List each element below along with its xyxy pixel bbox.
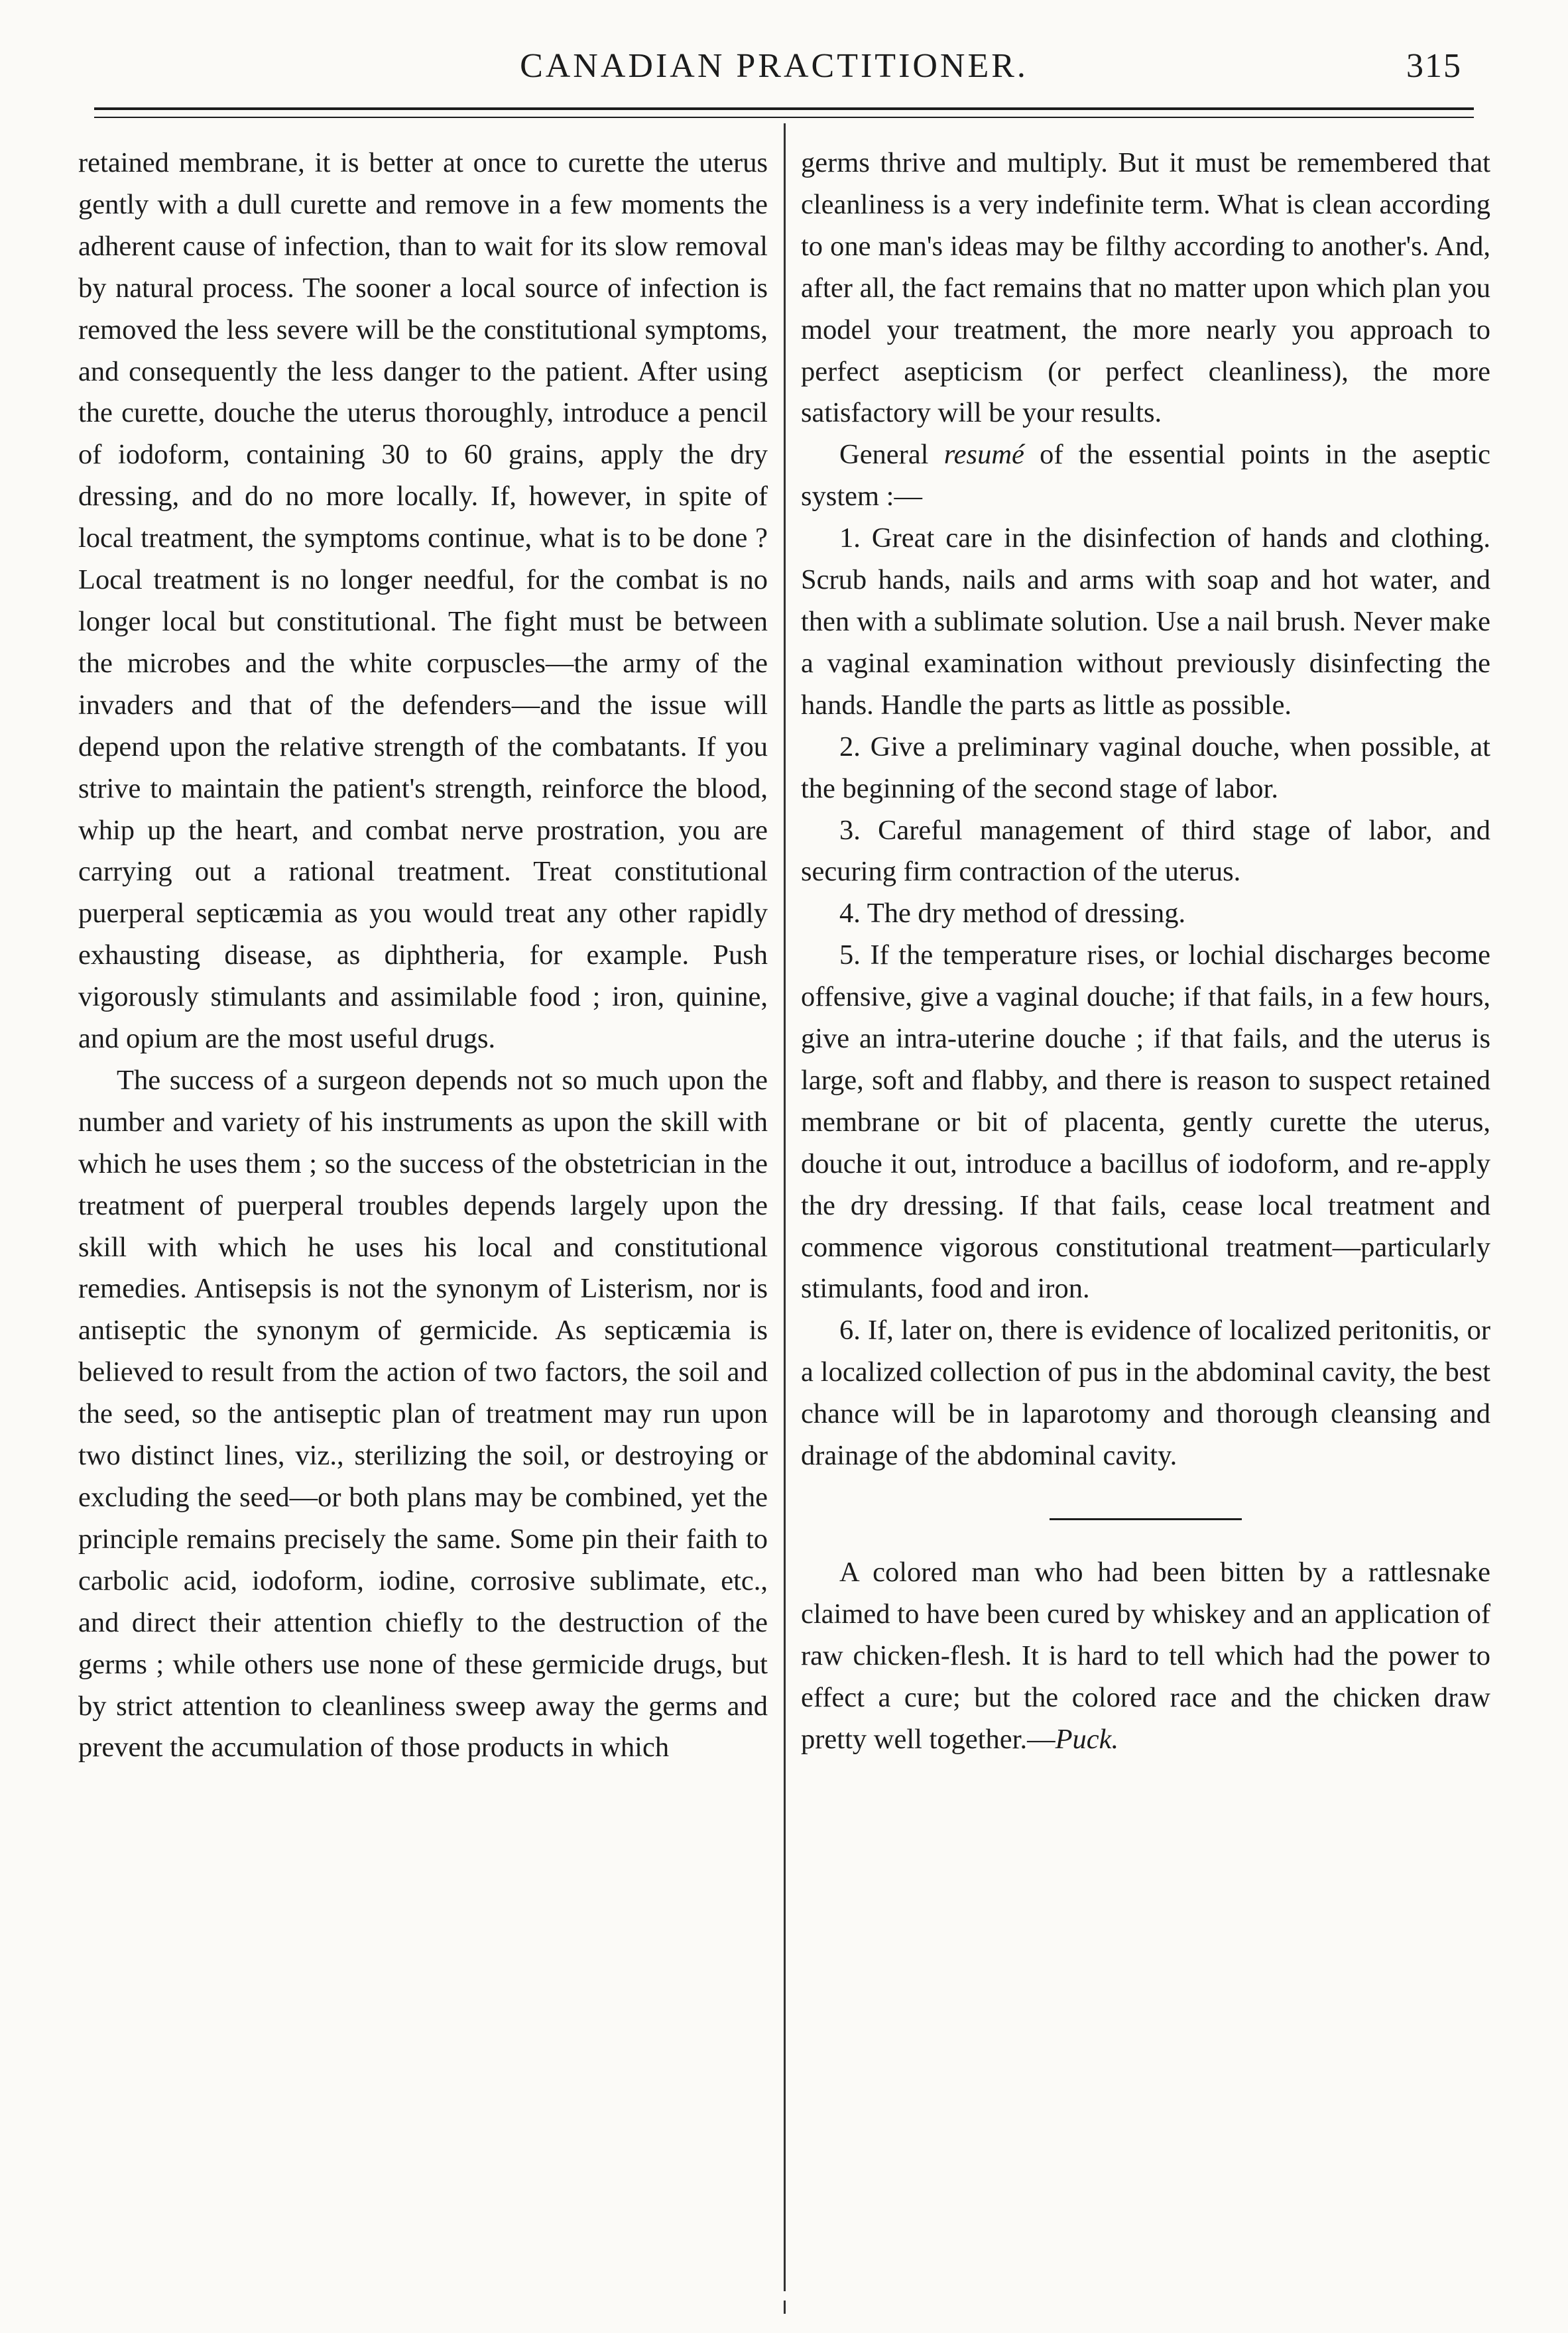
list-item-5: 5. If the temperature rises, or lochial discharges become offensive, give a vaginal douche; if that fails, in a few hours, give an intra-uterine douche ; if that fails, and the uterus is large, soft and flabby, and there is reason to suspect retained membrane or bit of placenta, gently curette the uterus, douche it out, introduce a bacillus of iodoform, and re-apply the dry dressing. If that fails, cease local treatment and commence vigorous constitutional treatment—particularly stimulants, food and iron.: [801, 939, 1490, 1305]
anecdote-source: Puck.: [1055, 1723, 1119, 1755]
resume-intro-before: General: [839, 439, 944, 471]
right-column: [801, 143, 1490, 1761]
column-divider-end: [784, 2301, 786, 2314]
right-paragraph-1: germs thrive and multiply. But it must be remembered that cleanliness is a very indefinite term. What is clean according to one man's ideas may be filthy according to another's. And, after all, the fact remains that no matter upon which plan you model your treatment, the more nearly you approach to perfect asepticism (or perfect cleanliness), the more satisfactory will be your results.: [801, 147, 1490, 429]
resume-word: resumé: [943, 439, 1024, 471]
anecdote-paragraph: [801, 1552, 1490, 1761]
list-item-4: 4. The dry method of dressing.: [839, 898, 1186, 929]
header-rule-thin: [94, 117, 1474, 118]
page-number: 315: [1406, 47, 1462, 85]
left-paragraph-1: retained membrane, it is better at once to curette the uterus gently with a dull curette and remove in a few moments the adherent cause of infection, than to wait for its slow removal by natural process. The sooner a local source of infection is removed the less severe will be the constitutional symptoms, and consequently the less danger to the patient. After using the curette, douche the uterus thoroughly, introduce a pencil of iodoform, containing 30 to 60 grains, apply the dry dressing, and do no more locally. If, however, in spite of local treatment, the symptoms continue, what is to be done ? Local treatment is no longer needful, for the combat is no longer local but constitutional. The fight must be between the microbes and the white corpuscles—the army of the invaders and that of the defenders—and the issue will depend upon the relative strength of the combatants. If you strive to maintain the patient's strength, reinforce the blood, whip up the heart, and combat nerve prostration, you are carrying out a rational treatment. Treat constitutional puerperal septicæmia as you would treat any other rapidly exhausting disease, as diphtheria, for example. Push vigorously stimulants and assimilable food ; iron, quinine, and opium are the most useful drugs.: [78, 147, 768, 1055]
column-divider: [784, 123, 786, 2291]
list-item-1: 1. Great care in the disinfection of hands and clothing. Scrub hands, nails and arms with soap and hot water, and then with a sublimate solution. Use a nail brush. Never make a vaginal examination without previously disinfecting the hands. Handle the parts as little as possible.: [801, 522, 1490, 721]
journal-title: CANADIAN PRACTITIONER.: [520, 47, 1028, 85]
left-column: [78, 143, 768, 1769]
running-header: [80, 46, 1469, 106]
header-rule-thick: [94, 107, 1474, 110]
anecdote-text: A colored man who had been bitten by a rattlesnake claimed to have been cured by whiskey and an application of raw chicken-flesh. It is hard to tell which had the power to effect a cure; but the colored race and the chicken draw pretty well together.—: [801, 1557, 1490, 1755]
left-paragraph-2: The success of a surgeon depends not so much upon the number and variety of his instruments as upon the skill with which he uses them ; so the success of the obstetrician in the treatment of puerperal troubles depends largely upon the skill with which he uses his local and constitutional remedies. Antisepsis is not the synonym of Listerism, nor is antiseptic the synonym of germicide. As septicæmia is believed to result from the action of two factors, the soil and the seed, so the antiseptic plan of treatment may run upon two distinct lines, viz., sterilizing the soil, or destroying or excluding the seed—or both plans may be combined, yet the principle remains precisely the same. Some pin their faith to carbolic acid, iodoform, iodine, corrosive sublimate, etc., and direct their attention chiefly to the destruction of the germs ; while others use none of these germicide drugs, but by strict attention to cleanliness sweep away the germs and prevent the accumulation of those products in which: [78, 1064, 768, 1764]
section-separator-rule: [1050, 1518, 1242, 1520]
resume-intro-after: of the essential points in the aseptic system :—: [801, 439, 1490, 512]
list-item-6: 6. If, later on, there is evidence of localized peritonitis, or a localized collection of pus in the abdominal cavity, the best chance will be in laparotomy and thorough cleansing and drainage of the abdominal cavity.: [801, 1315, 1490, 1472]
list-item-3: 3. Careful management of third stage of labor, and securing firm contraction of the uterus.: [801, 814, 1490, 888]
resume-intro: [801, 434, 1490, 518]
list-item-2: 2. Give a preliminary vaginal douche, when possible, at the beginning of the second stage of labor.: [801, 731, 1490, 804]
